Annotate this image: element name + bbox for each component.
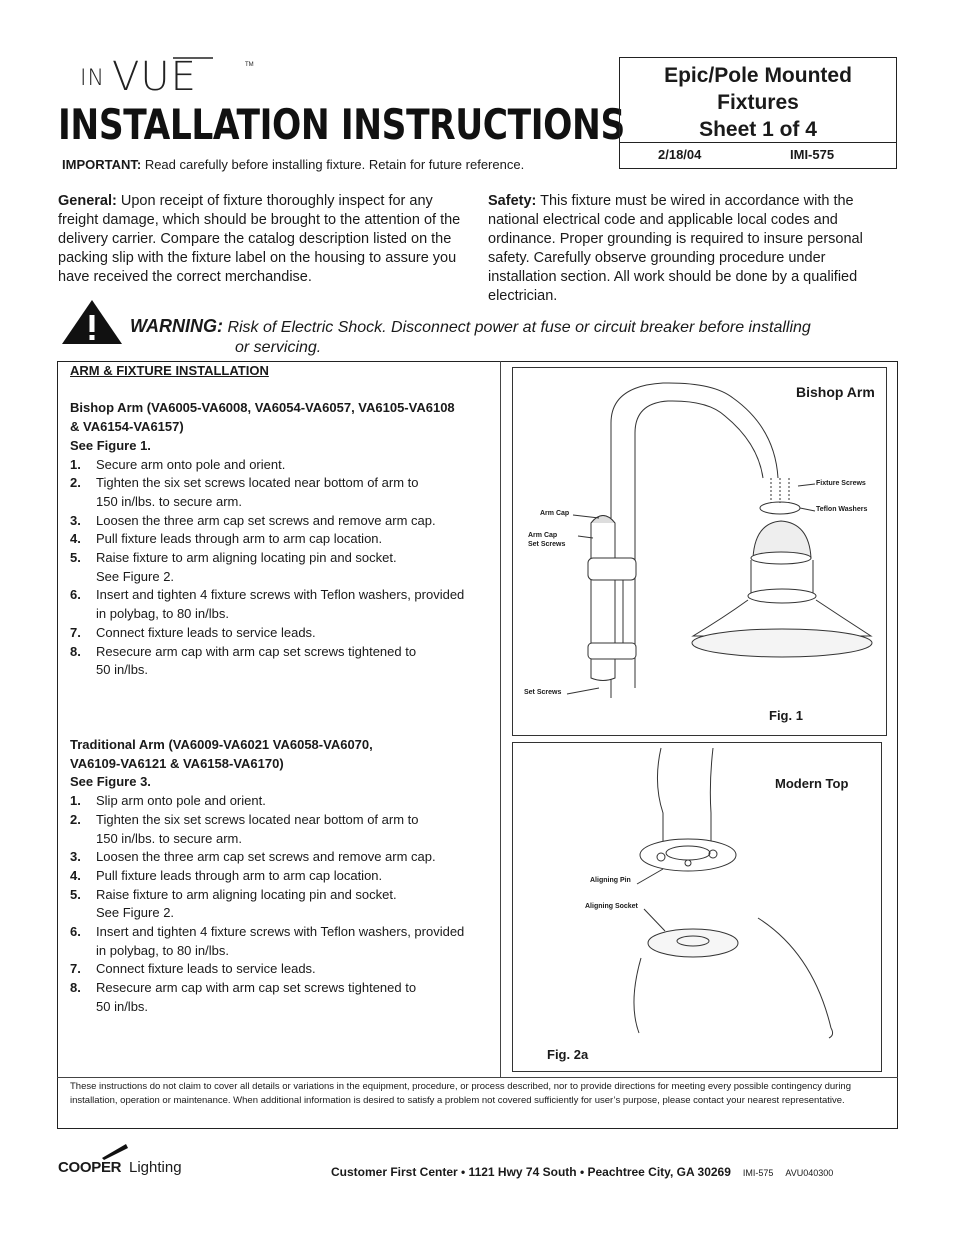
bishop-arm-section	[70, 362, 495, 680]
lighting-wordmark: Lighting	[129, 1159, 182, 1176]
figure-2a	[512, 742, 882, 1072]
important-note	[62, 157, 524, 172]
figure-1-label: Bishop Arm	[796, 384, 875, 400]
arm-cap-set-screws-callout: Arm Cap Set Screws	[528, 532, 566, 548]
page-title: INSTALLATION INSTRUCTIONS	[58, 100, 625, 149]
warning-label: WARNING:	[130, 316, 223, 336]
list-item: 2. Tighten the six set screws located near bottom of arm to 150 in/lbs. to secure arm.	[70, 475, 419, 509]
bishop-arm-drawing	[513, 368, 888, 737]
title-line-1: Epic/Pole Mounted	[664, 64, 852, 87]
warning-line-2: or servicing.	[235, 339, 322, 356]
cooper-wordmark: COOPER	[58, 1159, 122, 1176]
modern-top-drawing	[513, 743, 883, 1073]
safety-text: This fixture must be wired in accordance with the national electrical code and applicable local codes and ordinance. Proper grounding is required to insure personal safety. Carefully observe grounding procedure under installation section. All work should be done by a qualified electrician.	[488, 193, 863, 304]
list-item: 6. Insert and tighten 4 fixture screws with Teflon washers, provided in polybag, to 80 in/lbs.	[70, 924, 465, 958]
footer-address	[331, 1165, 833, 1179]
footer-doc-id: IMI-575	[742, 1168, 774, 1178]
document-date: 2/18/04	[658, 147, 702, 162]
disclaimer: These instructions do not claim to cover all details or variations in the equipment, procedure, or process described, nor to provide directions for meeting every possible contingency during installation, operation or maintenance. When additional information is desired to satisfy a problem not covered sufficiently for user’s purpose, please contact your nearest representative.	[70, 1081, 851, 1106]
list-item: 7. Connect fixture leads to service leads.	[70, 961, 316, 977]
title-box-rule	[620, 142, 896, 143]
aligning-socket-callout: Aligning Socket	[585, 903, 638, 910]
title-box	[619, 57, 897, 169]
teflon-washers-callout: Teflon Washers	[816, 506, 868, 513]
logo-vue: VUE	[112, 54, 197, 100]
warning-text	[130, 316, 870, 358]
list-item: 1. Secure arm onto pole and orient.	[70, 456, 286, 472]
address-text: Customer First Center • 1121 Hwy 74 South • Peachtree City, GA 30269	[331, 1165, 731, 1179]
important-text: Read carefully before installing fixture. Retain for future reference.	[141, 157, 525, 172]
warning-line-1: Risk of Electric Shock. Disconnect power at fuse or circuit breaker before installing	[223, 319, 811, 336]
general-paragraph	[58, 192, 468, 287]
traditional-steps	[70, 792, 495, 1016]
traditional-see-figure: See Figure 3.	[70, 774, 151, 790]
safety-label: Safety:	[488, 193, 537, 209]
figure-2a-caption: Fig. 2a	[547, 1047, 589, 1062]
fixture-screws-callout: Fixture Screws	[816, 480, 866, 487]
title-box-heading	[620, 62, 896, 143]
list-item: 5. Raise fixture to arm aligning locating pin and socket. See Figure 2.	[70, 886, 397, 921]
bishop-steps	[70, 456, 495, 680]
figure-1-caption: Fig. 1	[769, 708, 803, 723]
cooper-lighting-logo	[58, 1142, 198, 1182]
bishop-see-figure: See Figure 1.	[70, 437, 151, 453]
footer-code: AVU040300	[785, 1168, 834, 1178]
logo-in: IN	[80, 66, 105, 91]
traditional-title-line-2: VA6109-VA6121 & VA6158-VA6170)	[70, 755, 284, 771]
general-text: Upon receipt of fixture thoroughly inspect for any freight damage, which should be brought to the attention of the delivery carrier. Compare the catalog description listed on the packing slip with the fixture label on the housing to assure you have received the correct merchandise.	[58, 193, 461, 285]
list-item: 7. Connect fixture leads to service leads.	[70, 624, 316, 640]
section-heading: ARM & FIXTURE INSTALLATION	[70, 363, 269, 378]
bishop-title-line-2: & VA6154-VA6157)	[70, 419, 184, 435]
list-item: 3. Loosen the three arm cap set screws and remove arm cap.	[70, 849, 436, 865]
arm-cap-callout: Arm Cap	[540, 510, 570, 517]
general-label: General:	[58, 193, 117, 209]
title-line-3: Sheet 1 of 4	[699, 118, 817, 141]
list-item: 8. Resecure arm cap with arm cap set screws tightened to 50 in/lbs.	[70, 980, 417, 1014]
safety-paragraph	[488, 192, 878, 306]
figure-1	[512, 367, 887, 736]
list-item: 1. Slip arm onto pole and orient.	[70, 793, 266, 809]
set-screws-callout: Set Screws	[524, 689, 562, 696]
traditional-arm-section	[70, 736, 495, 1017]
list-item: 2. Tighten the six set screws located near bottom of arm to 150 in/lbs. to secure arm.	[70, 811, 419, 846]
cooper-bolt-icon	[96, 1142, 136, 1160]
logo-trademark: TM	[245, 62, 254, 68]
document-id: IMI-575	[790, 147, 835, 162]
list-item: 3. Loosen the three arm cap set screws and remove arm cap.	[70, 512, 436, 528]
list-item: 4. Pull fixture leads through arm to arm cap location.	[70, 867, 383, 883]
aligning-pin-callout: Aligning Pin	[590, 877, 631, 884]
list-item: 5. Raise fixture to arm aligning locating pin and socket. See Figure 2.	[70, 550, 397, 584]
disclaimer-divider	[57, 1077, 898, 1078]
important-label: IMPORTANT:	[62, 157, 142, 172]
figure-2a-label: Modern Top	[775, 776, 849, 791]
list-item: 4. Pull fixture leads through arm to arm cap location.	[70, 531, 383, 547]
warning-icon	[54, 298, 124, 346]
title-line-2: Fixtures	[717, 91, 799, 114]
list-item: 8. Resecure arm cap with arm cap set screws tightened to 50 in/lbs.	[70, 643, 417, 678]
column-divider	[500, 361, 501, 1077]
list-item: 6. Insert and tighten 4 fixture screws with Teflon washers, provided in polybag, to 80 in/lbs.	[70, 587, 465, 622]
traditional-title-line-1: Traditional Arm (VA6009-VA6021 VA6058-VA6070,	[70, 737, 373, 752]
invue-logo	[80, 52, 260, 98]
bishop-title-line-1: Bishop Arm (VA6005-VA6008, VA6054-VA6057, VA6105-VA6108	[70, 400, 455, 416]
